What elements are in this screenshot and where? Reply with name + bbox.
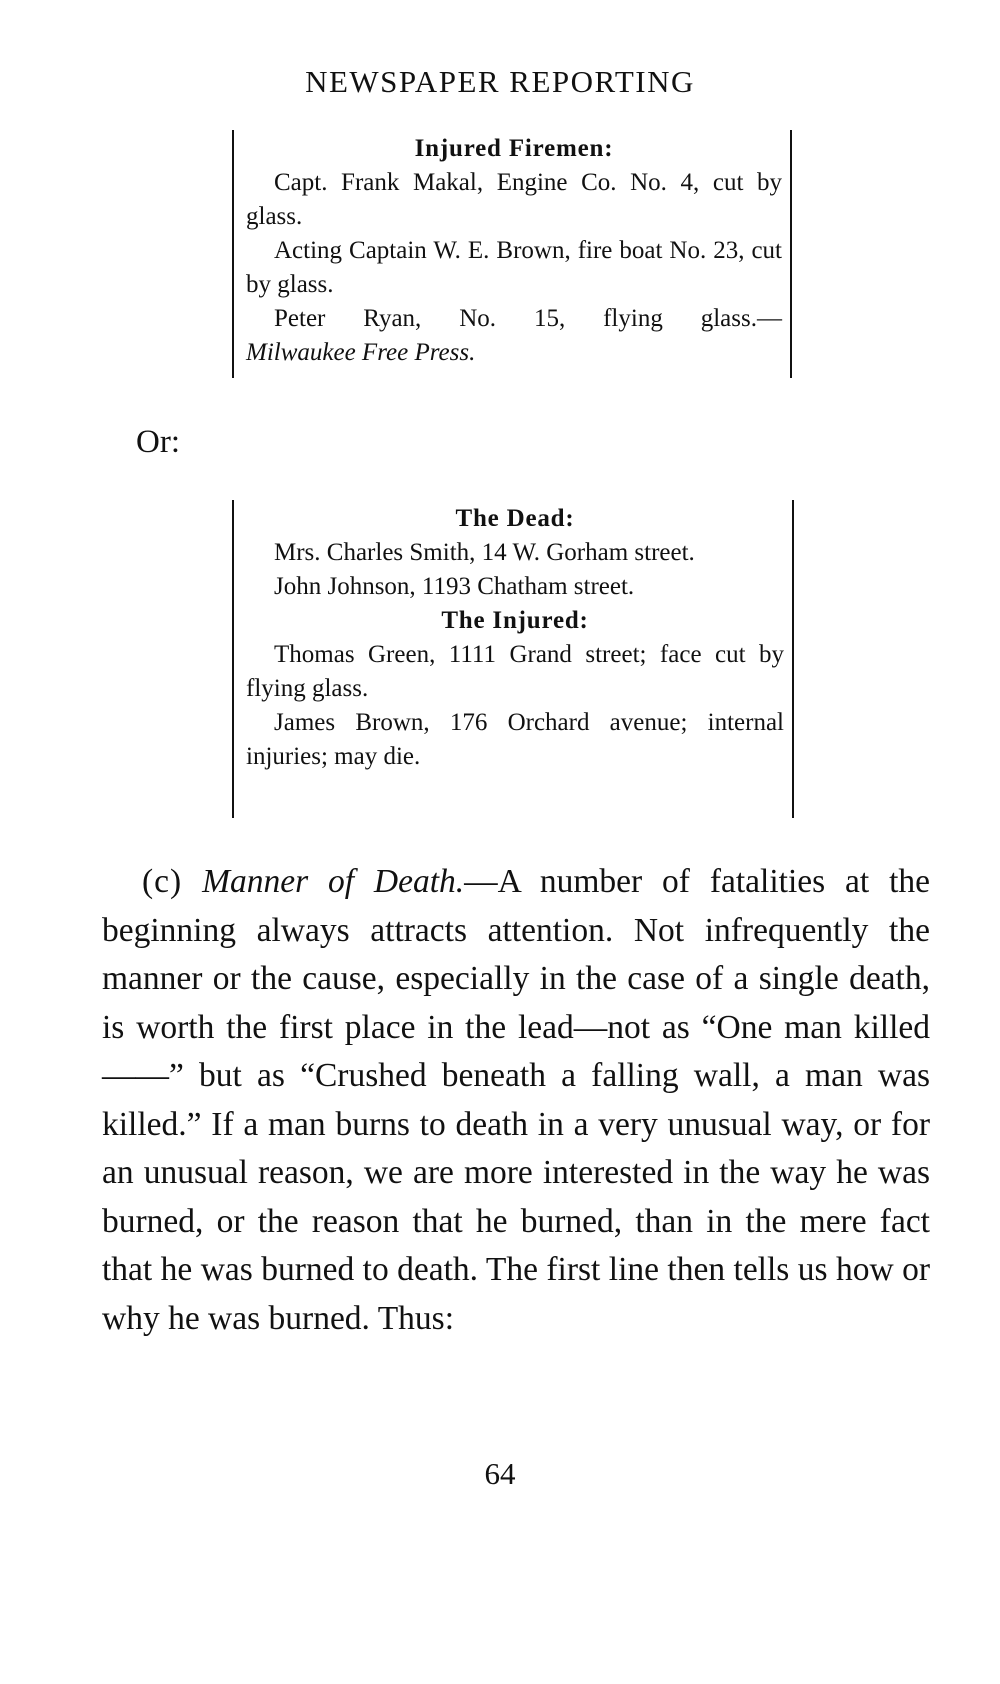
list-item: Capt. Frank Makal, Engine Co. No. 4, cut by glass. <box>246 169 782 230</box>
section-title: Manner of Death. <box>202 863 465 900</box>
list-item: Peter Ryan, No. 15, flying glass.— <box>274 305 782 332</box>
body-text <box>102 858 930 1343</box>
list-item: Thomas Green, 1111 Grand street; face cut by flying glass. <box>246 641 784 702</box>
section-marker: (c) <box>142 863 183 900</box>
list-item: Mrs. Charles Smith, 14 W. Gorham street. <box>274 539 695 566</box>
casualties-box <box>232 500 794 818</box>
body-paragraph <box>102 858 930 1343</box>
box-heading-the-dead: The Dead: <box>455 505 575 532</box>
firemen-box <box>232 130 792 378</box>
running-head: NEWSPAPER REPORTING <box>305 64 695 99</box>
list-item: James Brown, 176 Orchard avenue; internal injuries; may die. <box>246 709 784 770</box>
box-heading-the-injured: The Injured: <box>441 607 589 634</box>
list-item: Acting Captain W. E. Brown, fire boat No. 23, cut by glass. <box>246 237 782 298</box>
box-heading-injured-firemen: Injured Firemen: <box>414 135 614 162</box>
page-number: 64 <box>484 1456 516 1491</box>
paragraph-text: —A number of fatalities at the beginning always attracts attention. Not infrequently the manner or the cause, especially in the case of a single death, is worth the first place in the lead—not as “One man killed——” but as “Crushed beneath a falling wall, a man was killed.” If a man burns to death in a very unusual way, or for an unusual reason, we are more interested in the way he was burned, or the reason that he burned, than in the mere fact that he was burned to death. The first line then tells us how or why he was burned. Thus: <box>102 863 930 1337</box>
or-label: Or: <box>136 424 180 460</box>
source-credit: Milwaukee Free Press. <box>246 339 476 366</box>
list-item: John Johnson, 1193 Chatham street. <box>274 573 635 600</box>
